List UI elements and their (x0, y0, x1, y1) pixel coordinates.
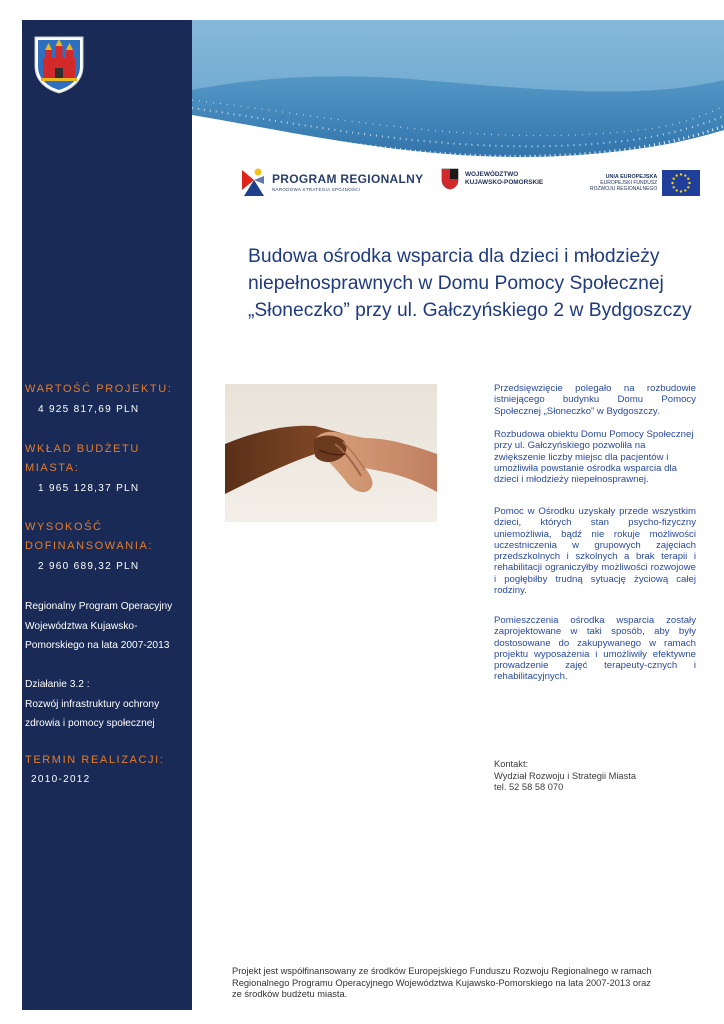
city-budget-amount: 1 965 128,37 PLN (38, 483, 140, 494)
deadline-value: 2010-2012 (31, 774, 91, 785)
page-title (248, 243, 708, 324)
handshake-photo (225, 384, 437, 522)
contact-block (494, 759, 636, 794)
contact-department: Wydział Rozwoju i Strategii Miasta (494, 770, 636, 781)
measure-info (25, 675, 159, 734)
city-budget-label-2: MIASTA: (25, 462, 80, 474)
eu-line1: UNIA EUROPEJSKA (605, 174, 658, 180)
voivodeship-logo (441, 168, 543, 190)
program-regionalny-subtitle: NARODOWA STRATEGIA SPÓJNOŚCI (272, 187, 361, 192)
program-line-2: Województwa Kujawsko- (25, 620, 138, 632)
project-value-amount: 4 925 817,69 PLN (38, 404, 140, 415)
measure-line-2: Rozwój infrastruktury ochrony (25, 698, 160, 710)
voivodeship-line2: KUJAWSKO-POMORSKIE (465, 179, 544, 186)
program-line-3: Pomorskiego na lata 2007-2013 (25, 640, 170, 651)
footer-line-1: Projekt jest współfinansowany ze środków Europejskiego Funduszu Rozwoju Regionalnego w ramach (232, 966, 652, 976)
title-line-1: Budowa ośrodka wsparcia dla dzieci i młodzieży (248, 246, 660, 267)
bydgoszcz-coat-of-arms-icon (34, 36, 84, 94)
program-info (25, 597, 172, 656)
footer-note (232, 966, 682, 1001)
cofinancing-label-1: WYSOKOŚĆ (25, 521, 103, 533)
contact-phone: tel. 52 58 58 070 (494, 782, 564, 792)
cofinancing-label-2: DOFINANSOWANIA: (25, 540, 154, 552)
measure-line-1: Działanie 3.2 : (25, 679, 90, 690)
footer-line-2: Regionalnego Programu Operacyjnego Województwa Kujawsko-Pomorskiego na lata 2007-2013 oraz (232, 977, 651, 988)
project-value-label: WARTOŚĆ PROJEKTU: (25, 383, 173, 395)
title-line-3: „Słoneczko” przy ul. Gałczyńskiego 2 w Bydgoszczy (248, 300, 692, 321)
sidebar-panel (22, 20, 192, 1010)
kujawsko-pomorskie-crest-icon (441, 168, 459, 190)
contact-heading: Kontakt: (494, 759, 529, 769)
program-regionalny-logo-icon (240, 166, 266, 198)
city-budget-label-1: WKŁAD BUDŻETU (25, 443, 140, 455)
footer-line-3: ze środków budżetu miasta. (232, 989, 348, 999)
program-regionalny-logo (240, 166, 423, 198)
eu-logo (590, 170, 700, 196)
voivodeship-line1: WOJEWÓDZTWO (465, 171, 519, 178)
body-paragraph-4: Pomieszczenia ośrodka wsparcia zostały zaprojektowane w taki sposób, aby były dostosowane do zakupywanego w ramach projektu wyposażenia i umożliwiły efektywne prowadzenie zajęć terapeuty-cznych i rehabilitacyjnych. (494, 615, 696, 683)
title-line-2: niepełnosprawnych w Domu Pomocy Społecznej (248, 273, 664, 294)
program-regionalny-title: PROGRAM REGIONALNY (272, 172, 424, 186)
sponsor-logos-strip (192, 160, 724, 212)
cofinancing-amount: 2 960 689,32 PLN (38, 561, 140, 572)
eu-line2: EUROPEJSKI FUNDUSZ (600, 180, 658, 186)
measure-line-3: zdrowia i pomocy społecznej (25, 718, 155, 729)
body-paragraph-2: Rozbudowa obiektu Domu Pomocy Społecznej przy ul. Gałczyńskiego pozwoliła na zwiększenie liczby miejsc dla pacjentów i umożliwiła powstanie ośrodka wsparcia dla dzieci i młodzieży niepełnosprawnej. (494, 429, 694, 486)
header-banner (192, 20, 724, 170)
body-paragraph-3: Pomoc w Ośrodku uzyskały przede wszystkim dzieci, których stan psycho-fizyczny uniemożliwia, bądź nie rokuje możliwości uczestniczenia w grupowych zajęciach przedszkolnych i szkolnych a brak terapii i rehabilitacji ograniczyłby możliwości rozwojowe i pogłębiłby trudną sytuację życiową całej rodziny. (494, 506, 696, 597)
deadline-label: TERMIN REALIZACJI: (25, 754, 165, 766)
eu-flag-icon (662, 170, 700, 196)
eu-line3: ROZWOJU REGIONALNEGO (590, 186, 658, 192)
program-line-1: Regionalny Program Operacyjny (25, 601, 173, 612)
body-paragraph-1: Przedsięwzięcie polegało na rozbudowie istniejącego budynku Domu Pomocy Społecznej „Słoneczko” w Bydgoszczy. (494, 383, 696, 417)
